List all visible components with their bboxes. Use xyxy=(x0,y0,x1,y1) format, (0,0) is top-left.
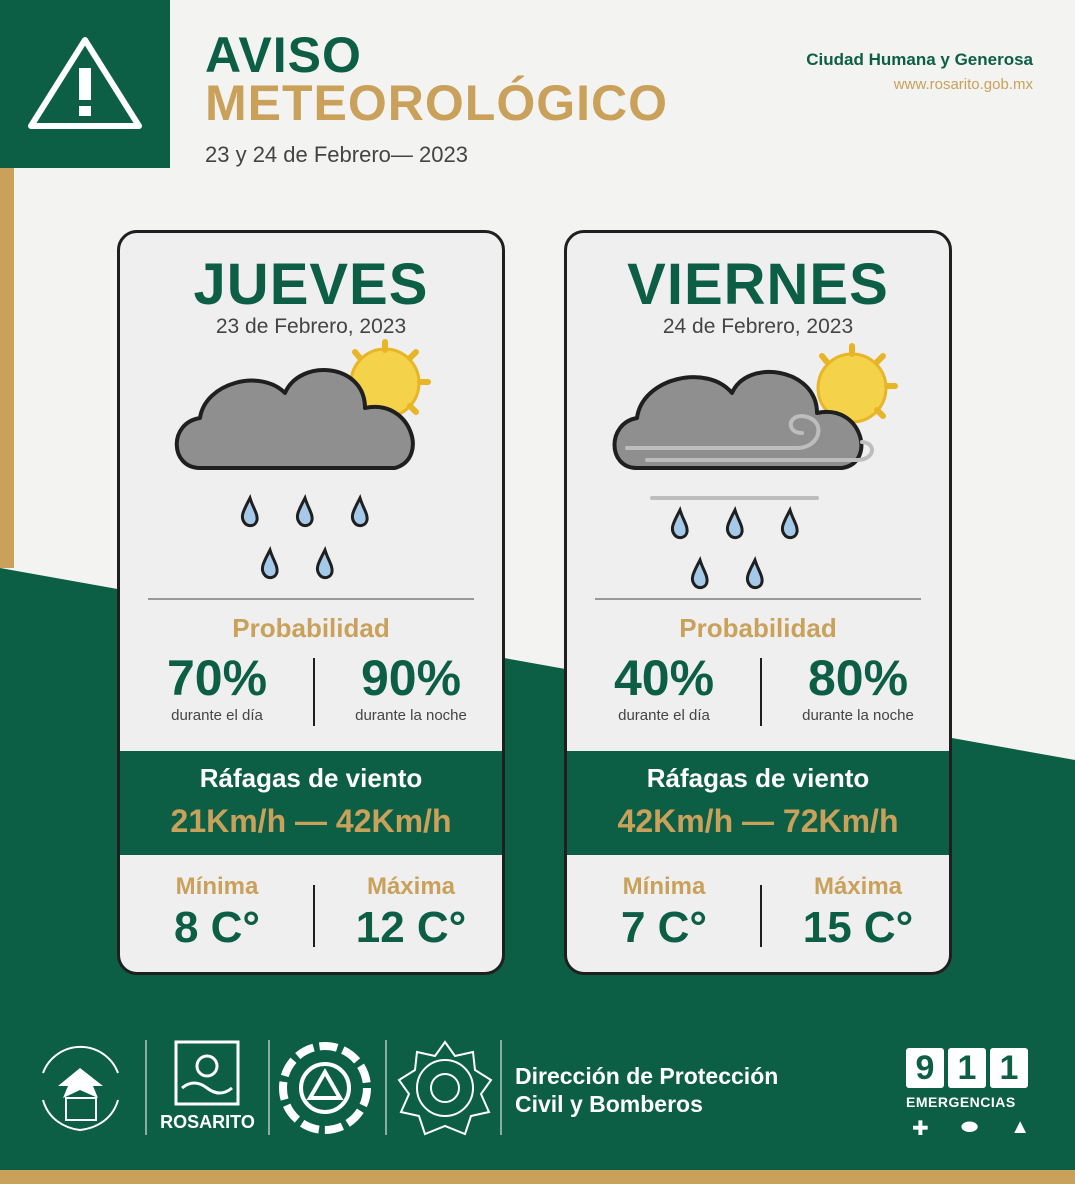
max-temperature xyxy=(761,873,952,953)
card-day: JUEVES xyxy=(193,252,429,317)
gold-bottom-strip xyxy=(0,1170,1075,1184)
rosarito-logo-icon xyxy=(172,1038,242,1108)
rosarito-label: ROSARITO xyxy=(160,1112,255,1132)
probability-label: Probabilidad xyxy=(232,613,390,643)
min-temperature-value: 8 C° xyxy=(173,903,261,952)
footer-separator xyxy=(145,1040,147,1135)
card-divider xyxy=(148,598,474,600)
max-temperature-label: Máxima xyxy=(813,873,903,900)
website-link[interactable]: www.rosarito.gob.mx xyxy=(893,76,1033,93)
card-date: 23 de Febrero, 2023 xyxy=(215,315,407,338)
min-temperature xyxy=(120,873,314,953)
max-temperature-label: Máxima xyxy=(366,873,456,900)
forecast-card-friday xyxy=(564,230,952,975)
day-probability-value: 40% xyxy=(613,650,715,706)
header-dates: 23 y 24 de Febrero— 2023 xyxy=(205,142,468,167)
max-temperature xyxy=(314,873,505,953)
night-probability-caption: durante la noche xyxy=(802,707,914,724)
footer-separator xyxy=(500,1040,502,1135)
wind-rain-cloud-sun-icon xyxy=(607,338,917,593)
wind-label: Ráfagas de viento xyxy=(199,763,423,793)
fire-icon: ▲ xyxy=(1010,1116,1030,1138)
probability-label: Probabilidad xyxy=(679,613,837,643)
digit: 1 xyxy=(990,1048,1028,1088)
rain-cloud-sun-icon xyxy=(160,338,470,593)
card-divider xyxy=(595,598,921,600)
wind-band xyxy=(567,751,949,855)
footer xyxy=(0,1030,1075,1155)
gold-accent-strip xyxy=(0,168,14,568)
emergency-icons xyxy=(906,1116,1036,1141)
night-probability xyxy=(761,650,952,724)
min-temperature xyxy=(567,873,761,953)
night-probability-caption: durante la noche xyxy=(355,707,467,724)
footer-separator xyxy=(385,1040,387,1135)
day-probability xyxy=(567,650,761,724)
night-probability-value: 80% xyxy=(807,650,909,706)
digit: 1 xyxy=(948,1048,986,1088)
emergency-911 xyxy=(906,1048,1036,1141)
day-probability-value: 70% xyxy=(166,650,268,706)
department-name xyxy=(515,1063,778,1118)
department-line1: Dirección de Protección xyxy=(515,1063,779,1089)
day-probability-caption: durante el día xyxy=(618,707,710,724)
wind-label: Ráfagas de viento xyxy=(646,763,870,793)
firefighters-badge-icon xyxy=(395,1038,495,1138)
min-temperature-label: Mínima xyxy=(175,873,259,900)
min-temperature-label: Mínima xyxy=(622,873,706,900)
max-temperature-value: 12 C° xyxy=(355,903,467,952)
card-date: 24 de Febrero, 2023 xyxy=(662,315,854,338)
warning-triangle-icon xyxy=(25,34,145,134)
slogan: Ciudad Humana y Generosa xyxy=(806,50,1033,69)
forecast-card-thursday xyxy=(117,230,505,975)
card-day: VIERNES xyxy=(627,252,889,317)
department-line2: Civil y Bomberos xyxy=(515,1090,703,1117)
medical-cross-icon: ✚ xyxy=(912,1118,929,1140)
title-aviso: AVISO xyxy=(205,27,362,83)
footer-separator xyxy=(268,1040,270,1135)
wind-value: 42Km/h — 72Km/h xyxy=(617,803,899,839)
wind-band xyxy=(120,751,502,855)
day-probability-caption: durante el día xyxy=(171,707,263,724)
night-probability xyxy=(314,650,505,724)
municipal-seal-icon xyxy=(28,1038,133,1138)
title-meteorologico: METEOROLÓGICO xyxy=(205,75,668,131)
alert-logo-box xyxy=(0,0,170,168)
emergency-label: EMERGENCIAS xyxy=(906,1094,1016,1110)
max-temperature-value: 15 C° xyxy=(802,903,914,952)
digit: 9 xyxy=(906,1048,944,1088)
police-cap-icon: ⬬ xyxy=(960,1116,979,1138)
wind-value: 21Km/h — 42Km/h xyxy=(170,803,452,839)
min-temperature-value: 7 C° xyxy=(620,903,708,952)
emergency-digits xyxy=(906,1048,1036,1088)
day-probability xyxy=(120,650,314,724)
night-probability-value: 90% xyxy=(360,650,462,706)
civil-protection-icon xyxy=(278,1038,373,1138)
